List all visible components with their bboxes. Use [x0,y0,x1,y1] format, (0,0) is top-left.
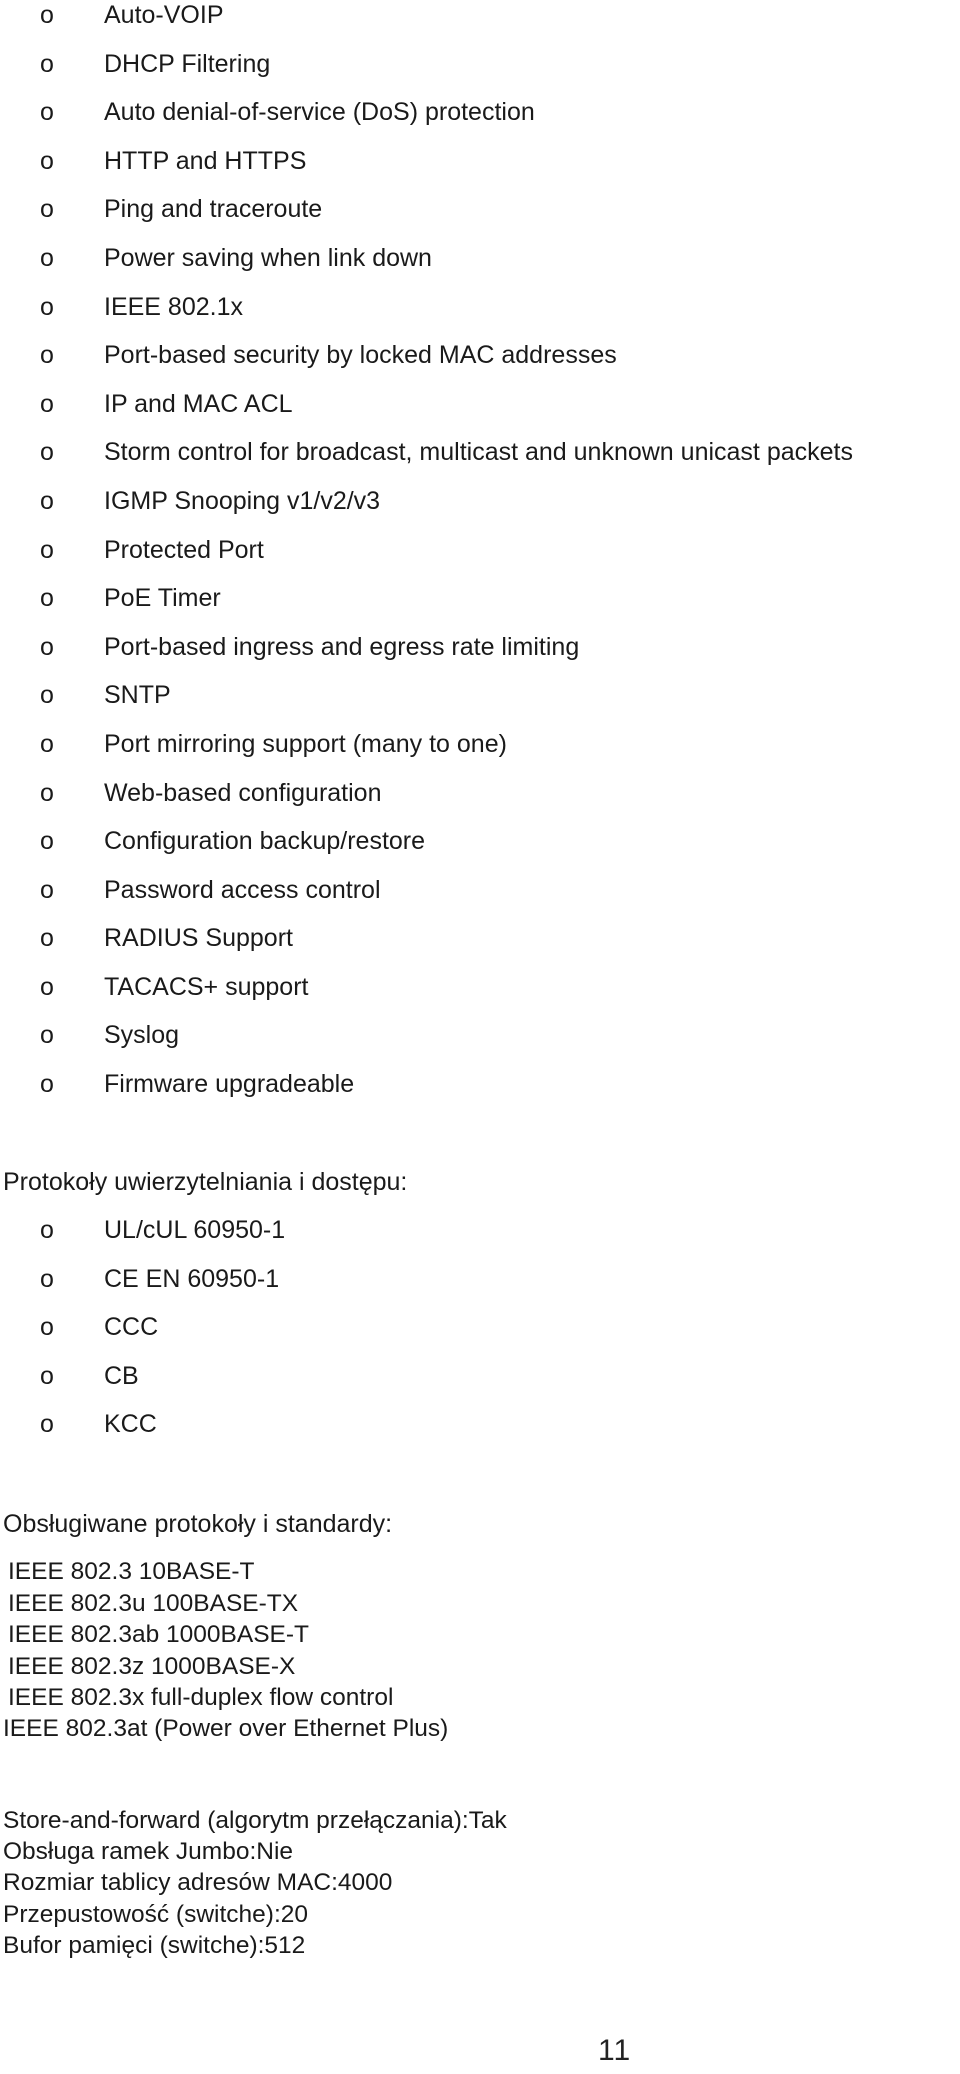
parameter-row: Obsługa ramek Jumbo:Nie [3,1838,294,1866]
bullet-marker: o [40,632,54,661]
bullet-marker: o [40,1,54,29]
page-number: 11 [598,2034,632,2067]
list-item: IEEE 802.3 10BASE-T [8,1558,255,1585]
certification-text: CE EN 60950-1 [104,1264,280,1293]
bullet-marker: o [40,438,54,467]
list-item: IEEE 802.3u 100BASE-TX [8,1589,299,1617]
feature-text: HTTP and HTTPS [104,146,307,175]
feature-text: TACACS+ support [104,972,309,1001]
bullet-marker: o [40,875,54,904]
bullet-marker: o [40,1313,54,1342]
bullet-marker: o [40,292,54,321]
bullet-marker: o [40,195,54,224]
feature-text: Storm control for broadcast, multicast and unknown unicast packets [104,438,853,467]
bullet-marker: o [40,1410,54,1439]
feature-text: PoE Timer [104,584,221,613]
bullet-marker: o [40,98,54,127]
standards-heading: Obsługiwane protokoły i standardy: [3,1510,393,1538]
feature-text: IGMP Snooping v1/v2/v3 [104,486,381,515]
bullet-marker: o [40,778,54,807]
standards-last-item: IEEE 802.3at (Power over Ethernet Plus) [3,1715,449,1742]
parameters-list [3,1806,507,1962]
parameter-row: Przepustowość (switche):20 [3,1900,309,1928]
feature-text: Auto denial-of-service (DoS) protection [104,98,535,127]
bullet-marker: o [40,1070,54,1099]
feature-text: DHCP Filtering [104,49,271,78]
feature-text: Port-based ingress and egress rate limiting [104,632,580,661]
feature-text: Power saving when link down [104,243,432,272]
feature-text: Protected Port [104,535,264,564]
feature-text: IEEE 802.1x [104,292,243,321]
certification-text: CB [104,1361,139,1390]
bullet-marker: o [40,146,54,175]
feature-text: Password access control [104,875,381,904]
list-item: IEEE 802.3z 1000BASE-X [8,1652,296,1680]
certification-text: CCC [104,1313,159,1342]
standards-list [8,1557,393,1715]
feature-text: Port mirroring support (many to one) [104,729,507,758]
feature-text: Ping and traceroute [104,195,323,224]
feature-text: RADIUS Support [104,924,293,953]
bullet-marker: o [40,389,54,418]
parameter-row: Bufor pamięci (switche):512 [3,1931,306,1959]
bullet-marker: o [40,729,54,758]
bullet-marker: o [40,1216,54,1244]
bullet-marker: o [40,1021,54,1050]
feature-text: Syslog [104,1021,180,1050]
feature-text: Web-based configuration [104,778,382,807]
bullet-marker: o [40,584,54,613]
bullet-marker: o [40,341,54,370]
bullet-marker: o [40,924,54,953]
bullet-marker: o [40,972,54,1001]
bullet-marker: o [40,1264,54,1293]
certifications-heading: Protokoły uwierzytelniania i dostępu: [3,1168,408,1196]
bullet-marker: o [40,827,54,856]
parameter-row: Store-and-forward (algorytm przełączania):Tak [3,1807,507,1834]
certification-text: KCC [104,1410,157,1439]
feature-text: Auto-VOIP [104,1,224,29]
bullet-marker: o [40,535,54,564]
bullet-marker: o [40,681,54,710]
bullet-marker: o [40,49,54,78]
bullet-marker: o [40,486,54,515]
bullet-marker: o [40,243,54,272]
bullet-marker: o [40,1361,54,1390]
feature-text: IP and MAC ACL [104,389,293,418]
feature-text: Configuration backup/restore [104,827,426,856]
certification-text: UL/cUL 60950-1 [104,1216,286,1244]
parameter-row: Rozmiar tablicy adresów MAC:4000 [3,1869,393,1897]
feature-text: SNTP [104,681,171,710]
list-item: IEEE 802.3x full-duplex flow control [8,1684,394,1712]
list-item: IEEE 802.3ab 1000BASE-T [8,1621,309,1649]
feature-text: Firmware upgradeable [104,1070,355,1099]
feature-text: Port-based security by locked MAC addresses [104,341,617,370]
